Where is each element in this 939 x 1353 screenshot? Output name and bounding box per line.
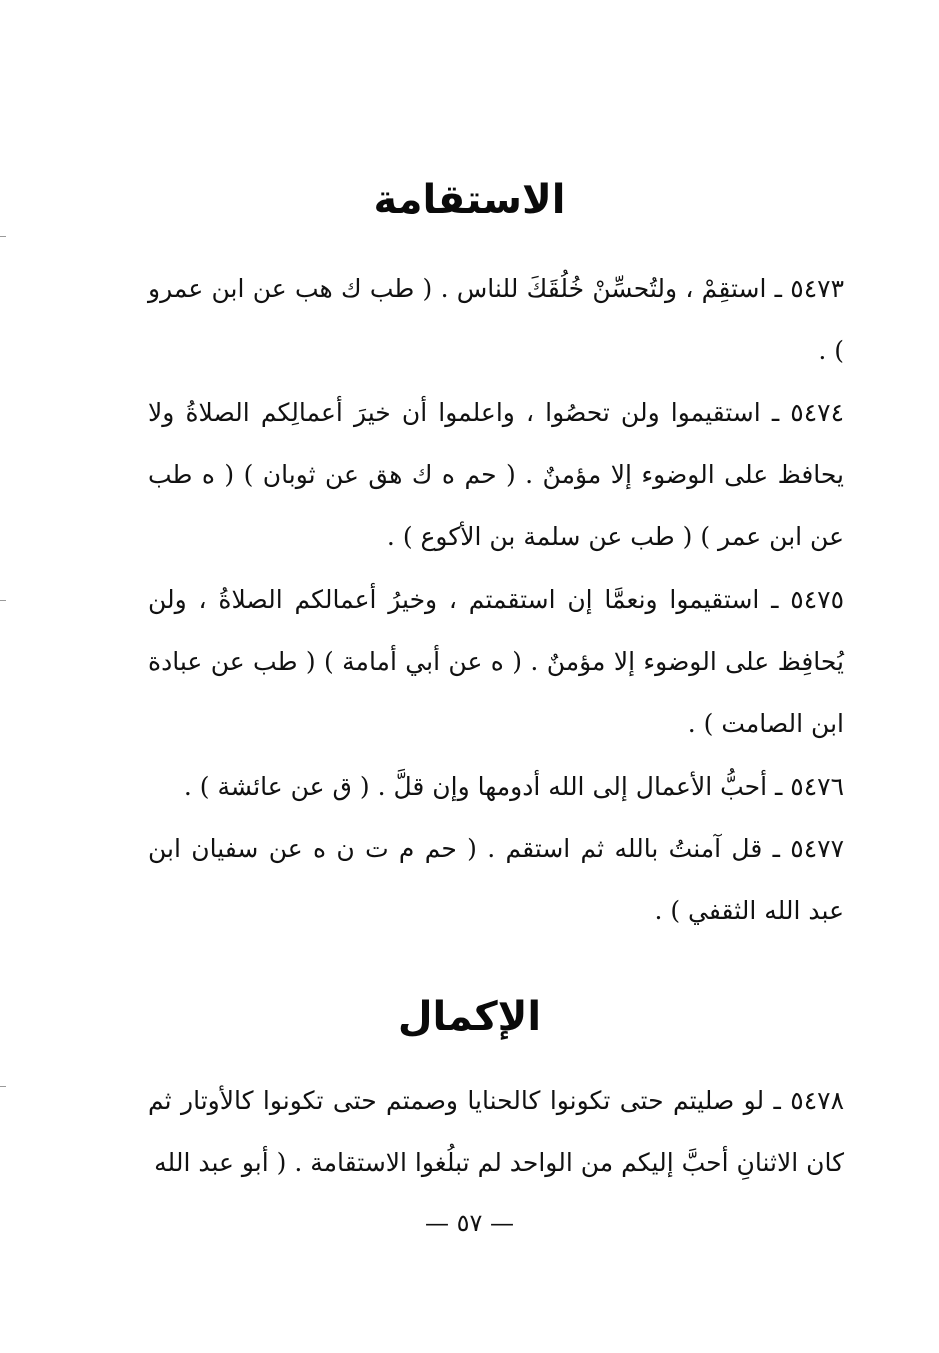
page-number: — ٥٧ — bbox=[424, 1209, 515, 1237]
scan-edge-mark bbox=[0, 1086, 6, 1087]
scan-edge-mark bbox=[0, 236, 6, 237]
hadith-entry-5475: ٥٤٧٥ ـ استقيموا ونعمَّا إن استقمتم ، وخيرُ أعمالكم الصلاةُ ، ولن يُحافِظ على الوضوء إلا مؤمنٌ . ( ه عن أبي أمامة ) ( طب عن عبادة ابن الصامت ) . bbox=[148, 585, 844, 738]
section-heading-ikmal: الإكمال bbox=[397, 994, 542, 1040]
hadith-entry-5478: ٥٤٧٨ ـ لو صليتم حتى تكونوا كالحنايا وصمتم حتى تكونوا كالأوتار ثم كان الاثنانِ أحبَّ إليكم من الواحد لم تبلُغوا الاستقامة . ( أبو عبد الله bbox=[148, 1086, 844, 1177]
hadith-entry-5473: ٥٤٧٣ ـ استقِمْ ، ولتُحسِّنْ خُلُقَكَ للناس . ( طب ك هب عن ابن عمرو ) . bbox=[148, 274, 844, 365]
scan-edge-mark bbox=[0, 600, 6, 601]
section-heading-istiqama: الاستقامة bbox=[373, 177, 566, 223]
hadith-entry-5477: ٥٤٧٧ ـ قل آمنتُ بالله ثم استقم . ( حم م ت ن ه عن سفيان ابن عبد الله الثقفي ) . bbox=[148, 834, 844, 925]
hadith-entry-5474: ٥٤٧٤ ـ استقيموا ولن تحصُوا ، واعلموا أن خيرَ أعمالِكم الصلاةُ ولا يحافظ على الوضوء إلا مؤمنٌ . ( حم ه ك هق عن ثوبان ) ( ه طب عن ابن عمر ) ( طب عن سلمة بن الأكوع ) . bbox=[148, 398, 844, 551]
hadith-entry-5476: ٥٤٧٦ ـ أحبُّ الأعمال إلى الله أدومها وإن قلَّ . ( ق عن عائشة ) . bbox=[183, 772, 844, 801]
